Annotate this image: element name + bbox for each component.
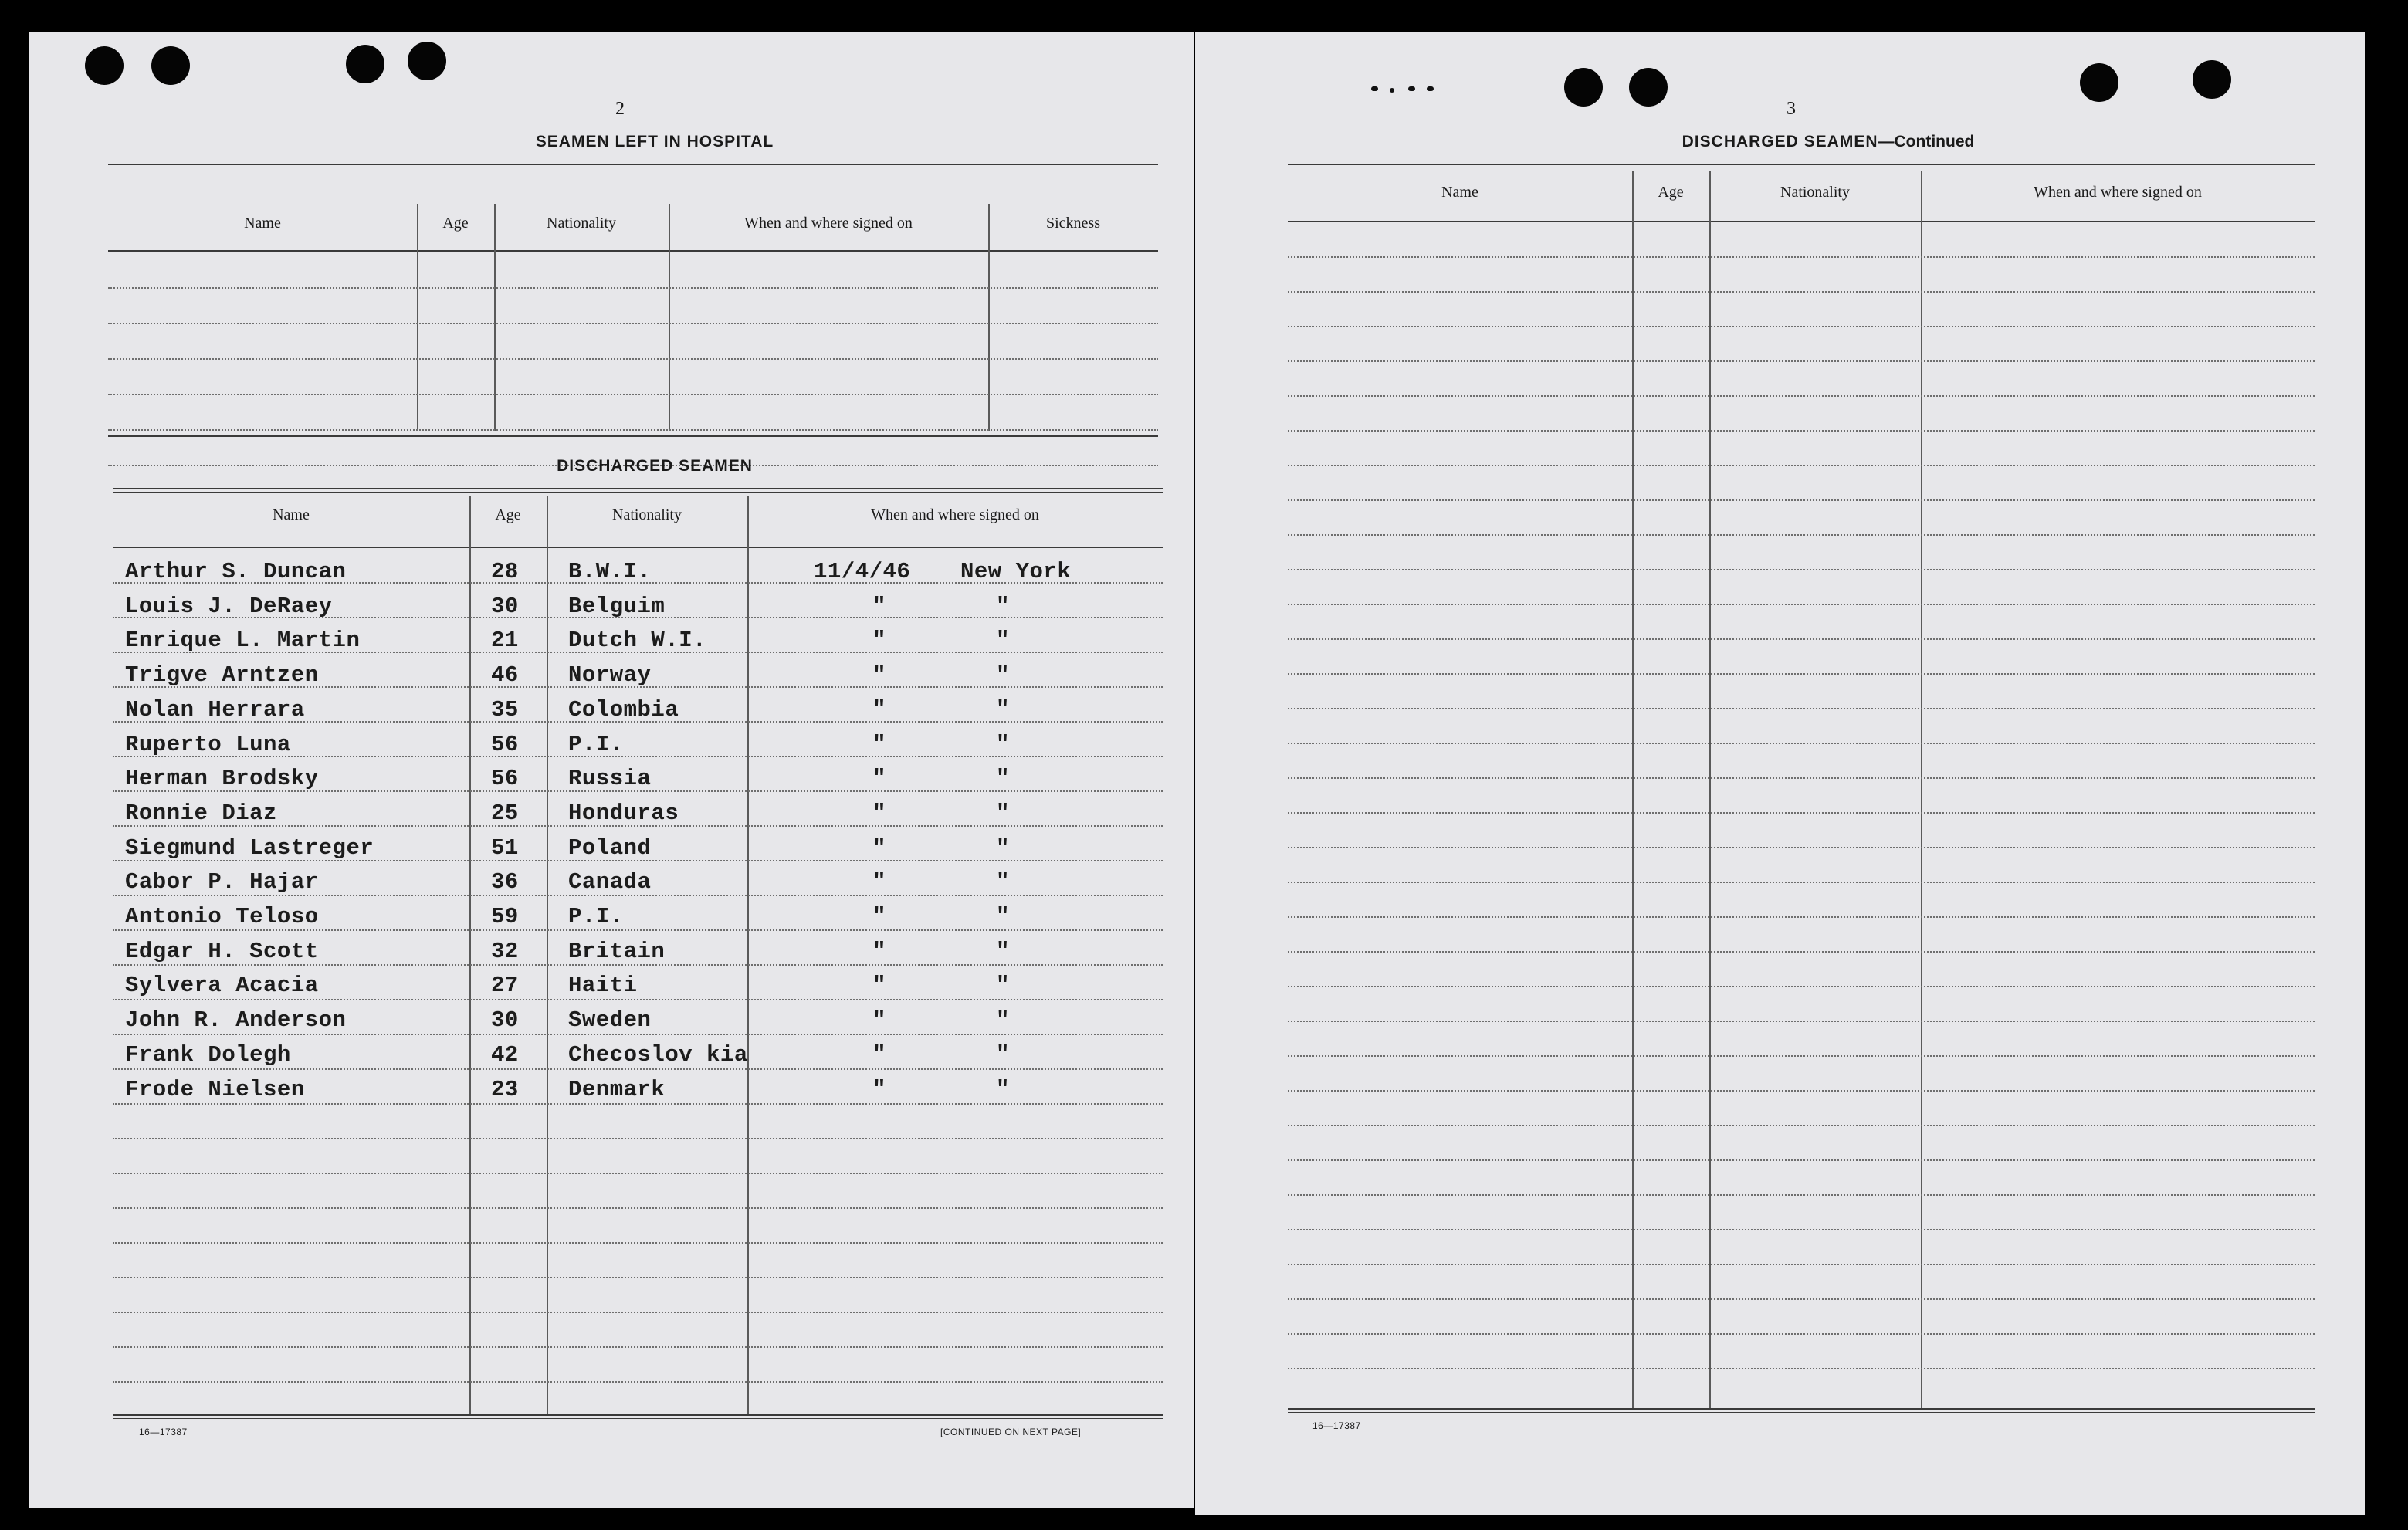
right-row-rule [1288, 777, 2315, 779]
signed-on-place: " [996, 973, 1010, 999]
seaman-age: 46 [491, 662, 519, 689]
signed-on-date: " [872, 834, 886, 861]
discharged-row-rule [113, 1381, 1163, 1383]
right-top-rule [1288, 164, 2315, 168]
discharged-row-rule [113, 1173, 1163, 1174]
hospital-row-rule [108, 394, 1158, 395]
signed-on-place: " [996, 766, 1010, 792]
signed-on-date: " [872, 1041, 886, 1068]
signed-on-date: " [872, 731, 886, 757]
right-row-rule [1288, 569, 2315, 570]
discharged-column-header: When and where signed on [871, 506, 1039, 523]
seaman-age: 56 [491, 766, 519, 792]
seaman-name: Trigve Arntzen [125, 662, 319, 689]
seaman-name: Antonio Teloso [125, 904, 319, 929]
hospital-column-header: Name [244, 215, 281, 232]
punch-hole-icon [85, 46, 124, 85]
punch-hole-icon [408, 42, 446, 80]
signed-on-place: " [996, 1041, 1010, 1068]
seaman-nationality: Honduras [568, 800, 679, 826]
hospital-section-title: SEAMEN LEFT IN HOSPITAL [535, 133, 774, 151]
form-number: 16—17387 [1312, 1420, 1361, 1431]
right-row-rule [1288, 1021, 2315, 1022]
signed-on-date: " [872, 662, 886, 689]
seaman-nationality: Checoslov kia [568, 1041, 748, 1068]
hospital-row-rule [108, 287, 1158, 289]
seaman-name: Louis J. DeRaey [125, 593, 333, 619]
seaman-age: 28 [491, 559, 519, 584]
seaman-name: Frank Dolegh [125, 1041, 291, 1068]
right-column-header: Nationality [1780, 184, 1850, 201]
signed-on-place: " [996, 1076, 1010, 1102]
left-page [29, 32, 1194, 1508]
punch-hole-icon [1564, 68, 1603, 107]
seaman-age: 59 [491, 904, 519, 929]
seaman-nationality: Sweden [568, 1007, 652, 1034]
discharged-row-rule [113, 1207, 1163, 1209]
seaman-nationality: Belguim [568, 593, 666, 619]
punch-hole-icon [1629, 68, 1668, 107]
seaman-name: Cabor P. Hajar [125, 869, 319, 895]
right-row-rule [1288, 291, 2315, 293]
signed-on-date: " [872, 938, 886, 964]
discharged-row-rule [113, 1103, 1163, 1105]
right-row-rule [1288, 1055, 2315, 1057]
signed-on-date: " [872, 869, 886, 895]
signed-on-date: " [872, 1007, 886, 1034]
right-row-rule [1288, 1368, 2315, 1369]
right-column-header: Age [1658, 184, 1684, 201]
signed-on-date: " [872, 1076, 886, 1102]
signed-on-place: " [996, 904, 1010, 929]
signed-on-place: " [996, 834, 1010, 861]
discharged-column-header: Nationality [612, 506, 682, 523]
signed-on-date: " [872, 696, 886, 723]
right-row-rule [1288, 882, 2315, 883]
seaman-name: Frode Nielsen [125, 1076, 305, 1102]
seaman-age: 32 [491, 938, 519, 964]
hospital-column-header: Nationality [547, 215, 616, 232]
seaman-age: 25 [491, 800, 519, 826]
right-row-rule [1288, 916, 2315, 918]
seaman-nationality: Poland [568, 834, 652, 861]
form-number: 16—17387 [139, 1427, 188, 1437]
seaman-nationality: B.W.I. [568, 559, 652, 584]
discharged-row-rule [113, 1068, 1163, 1070]
hospital-column-header: Age [442, 215, 469, 232]
seaman-age: 21 [491, 628, 519, 654]
signed-on-date: " [872, 904, 886, 929]
signed-on-place: " [996, 869, 1010, 895]
punch-hole-icon [151, 46, 190, 85]
right-row-rule [1288, 812, 2315, 814]
seaman-nationality: Colombia [568, 696, 679, 723]
right-column-divider [1632, 171, 1634, 1408]
signed-on-place: " [996, 628, 1010, 654]
discharged-row-rule [113, 1034, 1163, 1035]
right-section-title-main: DISCHARGED SEAMEN [1682, 133, 1878, 151]
seaman-nationality: Britain [568, 938, 666, 964]
right-row-rule [1288, 1264, 2315, 1265]
seaman-age: 35 [491, 696, 519, 723]
seaman-age: 51 [491, 834, 519, 861]
seaman-nationality: P.I. [568, 731, 624, 757]
seaman-age: 42 [491, 1041, 519, 1068]
seaman-name: Edgar H. Scott [125, 938, 319, 964]
hospital-row-rule [108, 323, 1158, 324]
hospital-header-rule [108, 250, 1158, 252]
right-row-rule [1288, 1298, 2315, 1300]
seaman-name: Siegmund Lastreger [125, 834, 374, 861]
right-row-rule [1288, 986, 2315, 987]
signed-on-place: " [996, 731, 1010, 757]
signed-on-place: New York [960, 559, 1072, 584]
seaman-age: 23 [491, 1076, 519, 1102]
right-row-rule [1288, 499, 2315, 501]
bottom-rule [113, 1414, 1163, 1419]
discharged-column-header: Age [495, 506, 521, 523]
punch-hole-icon [2193, 60, 2231, 99]
discharged-row-rule [113, 964, 1163, 966]
hospital-row-rule [108, 429, 1158, 431]
seaman-name: Nolan Herrara [125, 696, 305, 723]
right-row-rule [1288, 256, 2315, 258]
hospital-bottom-rule [108, 435, 1158, 437]
discharged-row-rule [113, 929, 1163, 931]
seaman-name: Arthur S. Duncan [125, 559, 347, 584]
hospital-column-divider [494, 204, 496, 431]
hospital-row-rule [108, 358, 1158, 360]
right-row-rule [1288, 951, 2315, 953]
signed-on-date: " [872, 593, 886, 619]
seaman-name: Ruperto Luna [125, 731, 291, 757]
speck-mark [1427, 86, 1434, 91]
hospital-column-divider [988, 204, 990, 431]
seaman-name: John R. Anderson [125, 1007, 347, 1034]
signed-on-place: " [996, 800, 1010, 826]
speck-mark [1371, 86, 1378, 91]
right-row-rule [1288, 534, 2315, 536]
signed-on-place: " [996, 938, 1010, 964]
right-row-rule [1288, 1125, 2315, 1126]
seaman-age: 36 [491, 869, 519, 895]
right-row-rule [1288, 430, 2315, 432]
hospital-column-divider [669, 204, 670, 431]
seaman-age: 56 [491, 731, 519, 757]
right-column-header: When and where signed on [2034, 184, 2202, 201]
hospital-column-divider [417, 204, 418, 431]
right-row-rule [1288, 465, 2315, 466]
right-bottom-rule [1288, 1408, 2315, 1413]
right-row-rule [1288, 1333, 2315, 1335]
discharged-column-header: Name [273, 506, 310, 523]
hospital-column-header: When and where signed on [744, 215, 913, 232]
page-number: 2 [615, 99, 625, 119]
right-row-rule [1288, 847, 2315, 848]
seaman-name: Herman Brodsky [125, 766, 319, 792]
signed-on-place: " [996, 1007, 1010, 1034]
seaman-nationality: Denmark [568, 1076, 666, 1102]
signed-on-place: " [996, 662, 1010, 689]
discharged-row-rule [113, 1346, 1163, 1348]
discharged-row-rule [113, 895, 1163, 896]
signed-on-date: 11/4/46 [814, 559, 911, 584]
right-column-divider [1709, 171, 1711, 1408]
seaman-nationality: Norway [568, 662, 652, 689]
right-column-divider [1921, 171, 1922, 1408]
continued-note: [CONTINUED ON NEXT PAGE] [940, 1427, 1082, 1437]
seaman-age: 27 [491, 973, 519, 999]
signed-on-date: " [872, 628, 886, 654]
seaman-nationality: Haiti [568, 973, 638, 999]
right-column-header: Name [1441, 184, 1478, 201]
right-row-rule [1288, 708, 2315, 709]
signed-on-place: " [996, 696, 1010, 723]
right-row-rule [1288, 326, 2315, 327]
seaman-name: Ronnie Diaz [125, 800, 277, 826]
seaman-nationality: Dutch W.I. [568, 628, 707, 654]
seaman-nationality: P.I. [568, 904, 624, 929]
discharged-section-title: DISCHARGED SEAMEN [557, 457, 753, 475]
discharged-row-rule [113, 1242, 1163, 1244]
discharged-top-rule [113, 488, 1163, 493]
discharged-row-rule [113, 1277, 1163, 1278]
seaman-age: 30 [491, 1007, 519, 1034]
discharged-row-rule [113, 999, 1163, 1000]
right-row-rule [1288, 638, 2315, 640]
seaman-name: Enrique L. Martin [125, 628, 361, 654]
signed-on-date: " [872, 800, 886, 826]
discharged-header-rule [113, 547, 1163, 548]
discharged-row-rule [113, 1138, 1163, 1139]
right-row-rule [1288, 360, 2315, 362]
seaman-nationality: Russia [568, 766, 652, 792]
right-section-title [1527, 133, 2129, 151]
page-number: 3 [1787, 99, 1796, 119]
right-row-rule [1288, 395, 2315, 397]
right-row-rule [1288, 1159, 2315, 1161]
hospital-column-header: Sickness [1046, 215, 1100, 232]
right-header-rule [1288, 221, 2315, 222]
speck-mark [1408, 86, 1415, 91]
discharged-row-rule [113, 1312, 1163, 1313]
seaman-name: Sylvera Acacia [125, 973, 319, 999]
signed-on-date: " [872, 973, 886, 999]
hospital-top-rule [108, 164, 1158, 168]
right-page [1195, 32, 2365, 1515]
right-row-rule [1288, 1194, 2315, 1196]
speck-mark [1390, 88, 1394, 93]
seaman-age: 30 [491, 593, 519, 619]
punch-hole-icon [346, 45, 384, 83]
right-row-rule [1288, 673, 2315, 675]
right-row-rule [1288, 1229, 2315, 1230]
right-row-rule [1288, 604, 2315, 605]
punch-hole-icon [2080, 63, 2118, 102]
signed-on-place: " [996, 593, 1010, 619]
right-row-rule [1288, 1090, 2315, 1092]
right-row-rule [1288, 743, 2315, 744]
seaman-nationality: Canada [568, 869, 652, 895]
signed-on-date: " [872, 766, 886, 792]
right-section-title-suffix: —Continued [1878, 133, 1975, 151]
